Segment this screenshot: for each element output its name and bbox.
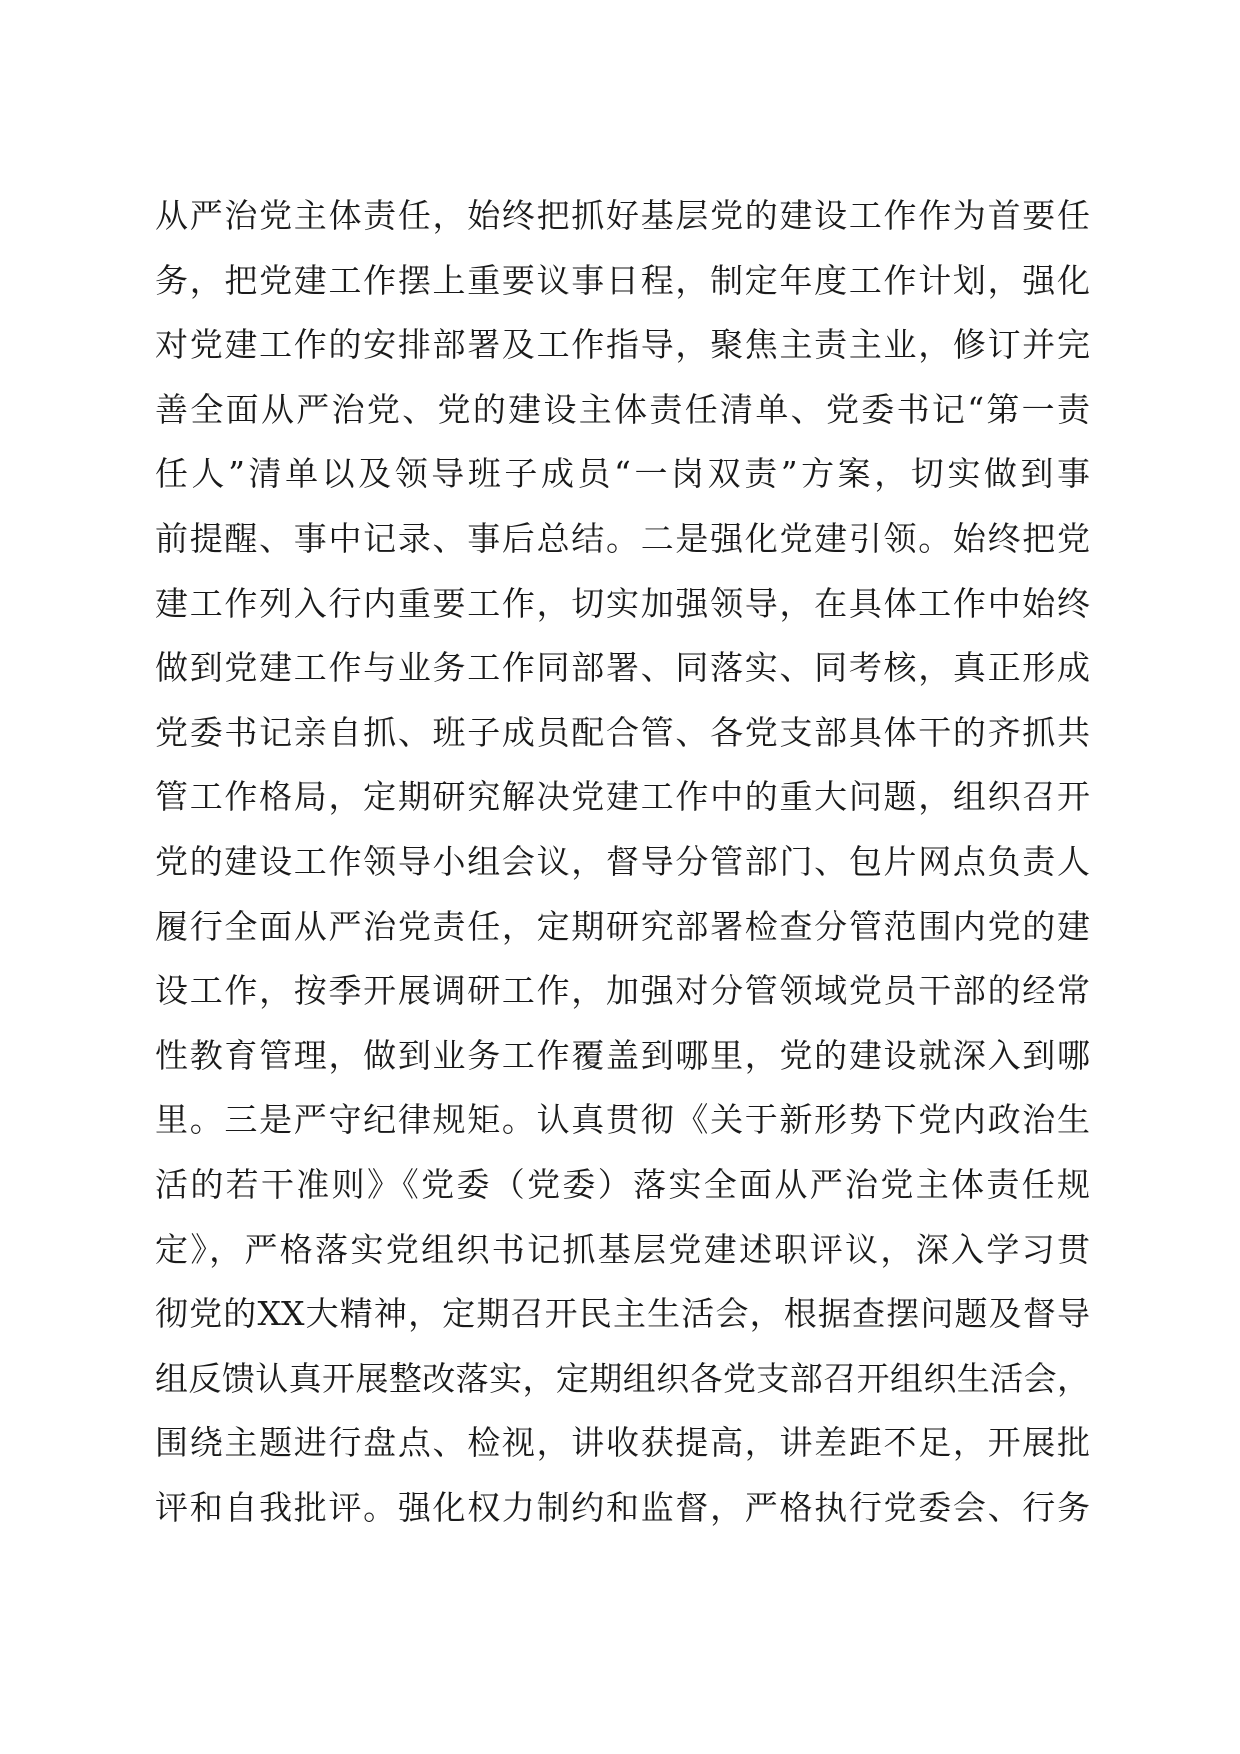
text-line: 活的若干准则》《党委（党委）落实全面从严治党主体责任规 [155,1164,1090,1204]
text-line: 定》，严格落实党组织书记抓基层党建述职评议，深入学习贯 [155,1229,1090,1269]
text-line: 务，把党建工作摆上重要议事日程，制定年度工作计划，强化 [155,260,1090,300]
text-line: 建工作列入行内重要工作，切实加强领导，在具体工作中始终 [155,583,1090,623]
text-line: 设工作，按季开展调研工作，加强对分管领域党员干部的经常 [155,971,1090,1011]
body-paragraph [155,184,1090,1540]
text-line: 做到党建工作与业务工作同部署、同落实、同考核，真正形成 [155,648,1090,688]
text-line: 管工作格局，定期研究解决党建工作中的重大问题，组织召开 [155,777,1090,817]
text-line: 前提醒、事中记录、事后总结。二是强化党建引领。始终把党 [155,518,1090,558]
text-line: 评和自我批评。强化权力制约和监督，严格执行党委会、行务 [155,1487,1090,1527]
text-line: 善全面从严治党、党的建设主体责任清单、党委书记“第一责 [155,389,1090,429]
text-line: 从严治党主体责任，始终把抓好基层党的建设工作作为首要任 [155,196,1090,235]
text-line: 里。三是严守纪律规矩。认真贯彻《关于新形势下党内政治生 [155,1100,1090,1140]
text-line: 党委书记亲自抓、班子成员配合管、各党支部具体干的齐抓共 [155,712,1090,752]
text-line: 任人”清单以及领导班子成员“一岗双责”方案，切实做到事 [155,454,1090,494]
text-line: 对党建工作的安排部署及工作指导，聚焦主责主业，修订并完 [155,325,1090,365]
text-line: 彻党的XX大精神，定期召开民主生活会，根据查摆问题及督导 [155,1294,1090,1334]
text-line: 围绕主题进行盘点、检视，讲收获提高，讲差距不足，开展批 [155,1423,1090,1463]
text-line: 组反馈认真开展整改落实，定期组织各党支部召开组织生活会， [155,1358,1090,1398]
text-line: 党的建设工作领导小组会议，督导分管部门、包片网点负责人 [155,841,1090,881]
text-line: 履行全面从严治党责任，定期研究部署检查分管范围内党的建 [155,906,1090,946]
text-line: 性教育管理，做到业务工作覆盖到哪里，党的建设就深入到哪 [155,1035,1090,1075]
